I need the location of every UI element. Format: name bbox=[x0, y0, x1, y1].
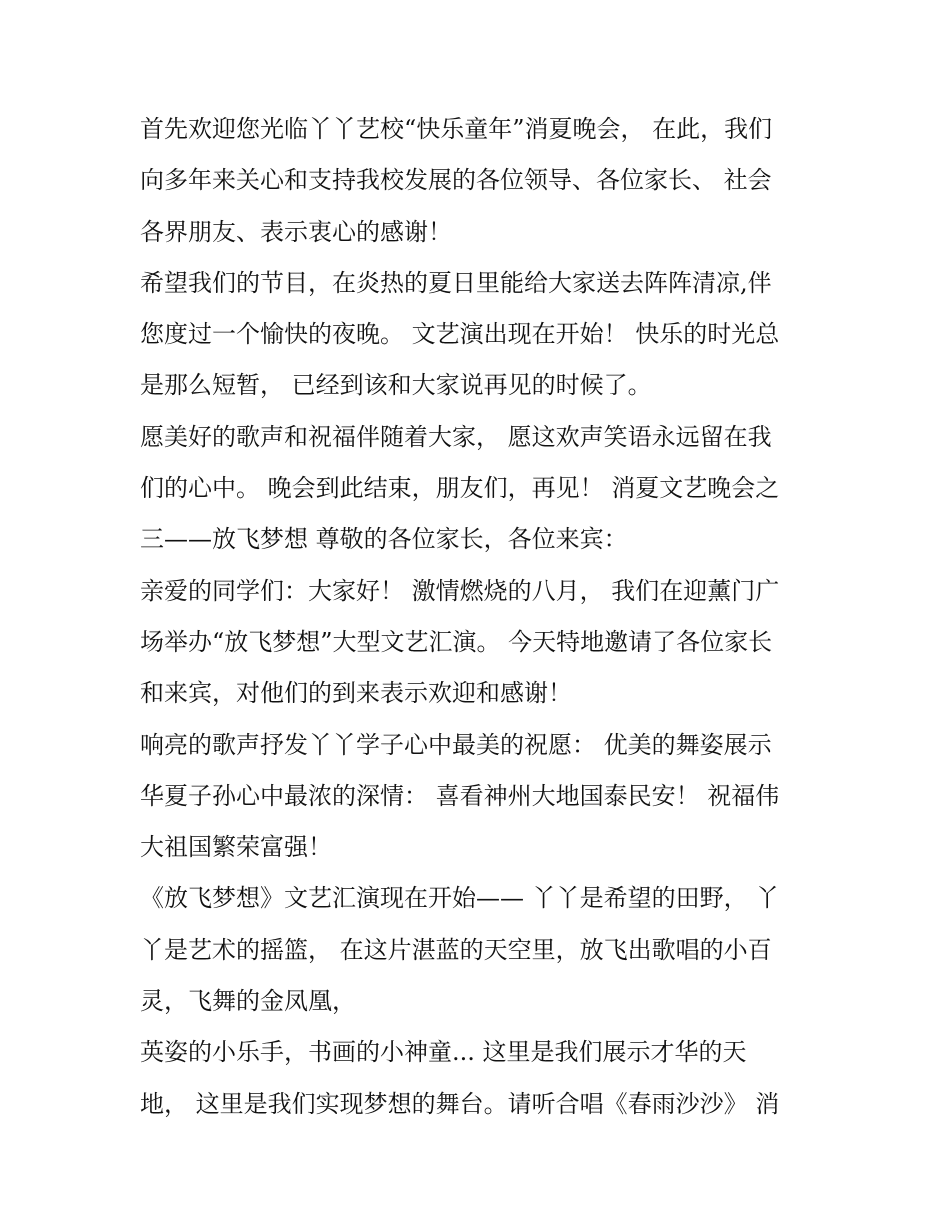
text-line: 希望我们的节目，在炎热的夏日里能给大家送去阵阵清凉,伴 bbox=[140, 268, 772, 297]
text-line: 各界朋友、表示衷心的感谢！ bbox=[140, 217, 452, 246]
text-line: 向多年来关心和支持我校发展的各位领导、各位家长、 社会 bbox=[140, 166, 772, 195]
text-line: 华夏子孙心中最浓的深情： 喜看神州大地国泰民安！ 祝福伟 bbox=[140, 781, 780, 810]
text-line: 亲爱的同学们：大家好！ 激情燃烧的八月， 我们在迎薰门广 bbox=[140, 576, 780, 605]
text-line: 响亮的歌声抒发丫丫学子心中最美的祝愿： 优美的舞姿展示 bbox=[140, 730, 772, 759]
text-line: 《放飞梦想》文艺汇演现在开始—— 丫丫是希望的田野， 丫 bbox=[140, 884, 780, 913]
body-text bbox=[140, 104, 810, 1130]
text-line: 是那么短暂， 已经到该和大家说再见的时候了。 bbox=[140, 371, 652, 400]
text-line: 您度过一个愉快的夜晚。 文艺演出现在开始！ 快乐的时光总 bbox=[140, 320, 780, 349]
text-line: 和来宾，对他们的到来表示欢迎和感谢！ bbox=[140, 679, 572, 708]
text-line: 英姿的小乐手，书画的小神童... 这里是我们展示才华的天 bbox=[140, 1038, 747, 1067]
text-line: 愿美好的歌声和祝福伴随着大家， 愿这欢声笑语永远留在我 bbox=[140, 422, 772, 451]
text-line: 灵，飞舞的金凤凰， bbox=[140, 987, 356, 1016]
text-line: 首先欢迎您光临丫丫艺校“快乐童年”消夏晚会， 在此，我们 bbox=[140, 115, 773, 143]
text-line: 丫是艺术的摇篮， 在这片湛蓝的天空里，放飞出歌唱的小百 bbox=[140, 935, 772, 964]
text-line: 大祖国繁荣富强！ bbox=[140, 833, 332, 862]
text-line: 地， 这里是我们实现梦想的舞台。请听合唱《春雨沙沙》 消 bbox=[140, 1089, 780, 1118]
text-line: 场举办“放飞梦想”大型文艺汇演。 今天特地邀请了各位家长 bbox=[140, 627, 773, 656]
text-line: 们的心中。 晚会到此结束，朋友们，再见！ 消夏文艺晚会之 bbox=[140, 474, 780, 503]
text-line: 三——放飞梦想 尊敬的各位家长，各位来宾： bbox=[140, 525, 628, 554]
